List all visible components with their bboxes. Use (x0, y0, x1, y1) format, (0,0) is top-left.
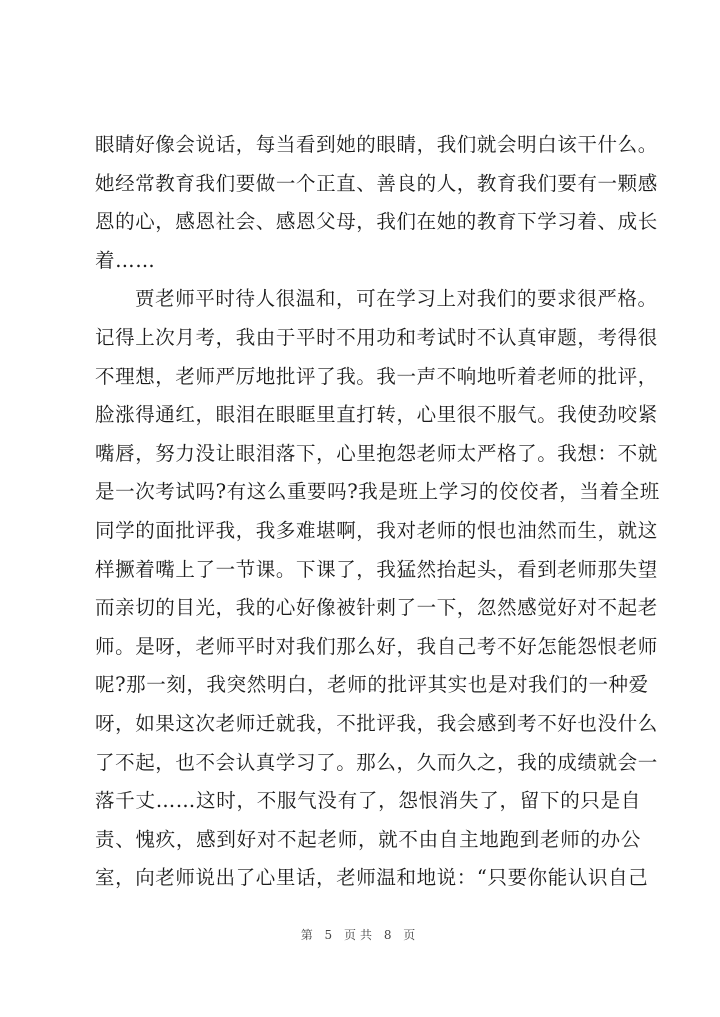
text-line: 呀，如果这次老师迁就我，不批评我，我会感到考不好也没什么 (95, 711, 658, 735)
text-line: 贾老师平时待人很温和，可在学习上对我们的要求很严格。 (135, 287, 658, 311)
text-line: 她经常教育我们要做一个正直、善良的人，教育我们要有一颗感 (95, 171, 658, 195)
text-line: 同学的面批评我，我多难堪啊，我对老师的恨也油然而生，就这 (95, 518, 658, 542)
text-line: 不理想，老师严厉地批评了我。我一声不响地听着老师的批评， (95, 364, 658, 388)
text-line: 是一次考试吗?有这么重要吗?我是班上学习的佼佼者，当着全班 (95, 480, 660, 504)
text-line: 责、愧疚，感到好对不起老师，就不由自主地跑到老师的办公 (95, 827, 641, 851)
text-line: 嘴唇，努力没让眼泪落下，心里抱怨老师太严格了。我想：不就 (95, 441, 658, 465)
text-line: 室，向老师说出了心里话，老师温和地说：“只要你能认识自己 (95, 866, 649, 890)
text-line: 了不起，也不会认真学习了。那么，久而久之，我的成绩就会一 (95, 750, 658, 774)
text-line: 师。是呀，老师平时对我们那么好，我自己考不好怎能怨恨老师 (95, 634, 658, 658)
text-line: 脸涨得通红，眼泪在眼眶里直打转，心里很不服气。我使劲咬紧 (95, 403, 658, 427)
text-line: 而亲切的目光，我的心好像被针刺了一下，忽然感觉好对不起老 (95, 596, 658, 620)
text-line: 恩的心，感恩社会、感恩父母，我们在她的教育下学习着、成长 (95, 210, 658, 234)
document-body (95, 126, 660, 898)
text-line: 眼睛好像会说话，每当看到她的眼睛，我们就会明白该干什么。 (95, 133, 658, 156)
text-line: 着…… (95, 248, 156, 272)
page-footer (0, 926, 720, 943)
text-line: 样撅着嘴上了一节课。下课了，我猛然抬起头，看到老师那失望 (95, 557, 658, 581)
text-line: 呢?那一刻，我突然明白，老师的批评其实也是对我们的一种爱 (95, 673, 649, 697)
text-line: 落千丈……这时，不服气没有了，怨恨消失了，留下的只是自 (95, 789, 641, 813)
text-line: 记得上次月考，我由于平时不用功和考试时不认真审题，考得很 (95, 325, 658, 349)
page-number-label: 第 5 页共 8 页 (300, 928, 420, 942)
